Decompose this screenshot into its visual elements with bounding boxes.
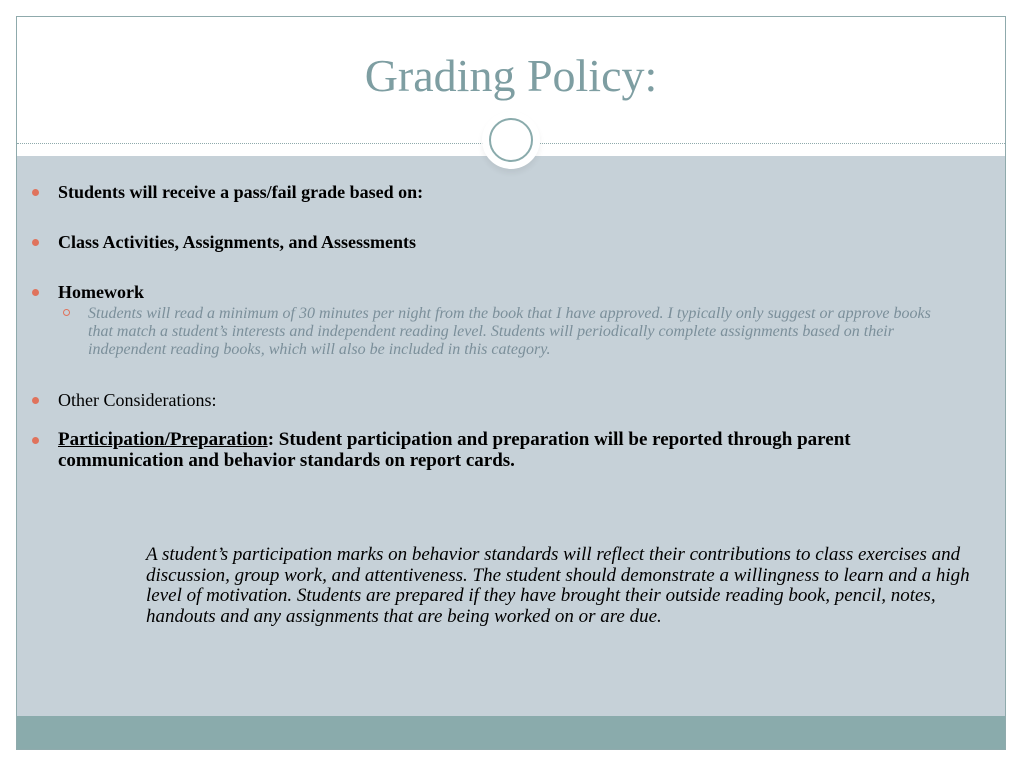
- footer-band: [17, 716, 1005, 750]
- bullet-dot-icon: [32, 289, 39, 296]
- circle-ring: [489, 118, 533, 162]
- sub-bullet-circle-icon: [63, 309, 70, 316]
- bullet-homework: [30, 281, 940, 303]
- slide-title: Grading Policy:: [364, 50, 658, 101]
- bullet-list: [30, 181, 940, 471]
- participation-note: A student’s participation marks on behavior standards will reflect their contributions to class exercises and discussion, group work, and attentiveness. The student should demonstrate a willingness to learn and a high level of motivation. Students are prepared if they have brought their outside reading book, pencil, notes, handouts and any assignments that are being worked on or are due.: [146, 544, 970, 627]
- participation-text: : Student participation and preparation will be reported through parent communication and behavior standards on report cards.: [58, 429, 851, 471]
- bullet-participation: [30, 429, 940, 471]
- bullet-text: Homework: [58, 282, 144, 302]
- circle-ornament-icon: [482, 111, 540, 169]
- bullet-dot-icon: [32, 397, 39, 404]
- bullet-dot-icon: [32, 189, 39, 196]
- sub-bullet-homework-detail: [30, 305, 940, 359]
- bullet-dot-icon: [32, 239, 39, 246]
- bullet-class-activities: [30, 231, 940, 253]
- participation-label: Participation/Preparation: [58, 429, 268, 450]
- bullet-dot-icon: [32, 437, 39, 444]
- bullet-text: Class Activities, Assignments, and Assessments: [58, 232, 417, 252]
- bullet-pass-fail: [30, 181, 940, 203]
- bullet-text: Students will receive a pass/fail grade based on:: [58, 182, 424, 202]
- bullet-text: Other Considerations:: [58, 390, 217, 410]
- sub-bullet-text: Students will read a minimum of 30 minutes per night from the book that I have approved. I typically only suggest or approve books that match a student’s interests and independent reading level. Students will periodically complete assignments based on their independent reading books, which will also be included in this category.: [88, 305, 931, 358]
- bullet-other-considerations: [30, 389, 940, 411]
